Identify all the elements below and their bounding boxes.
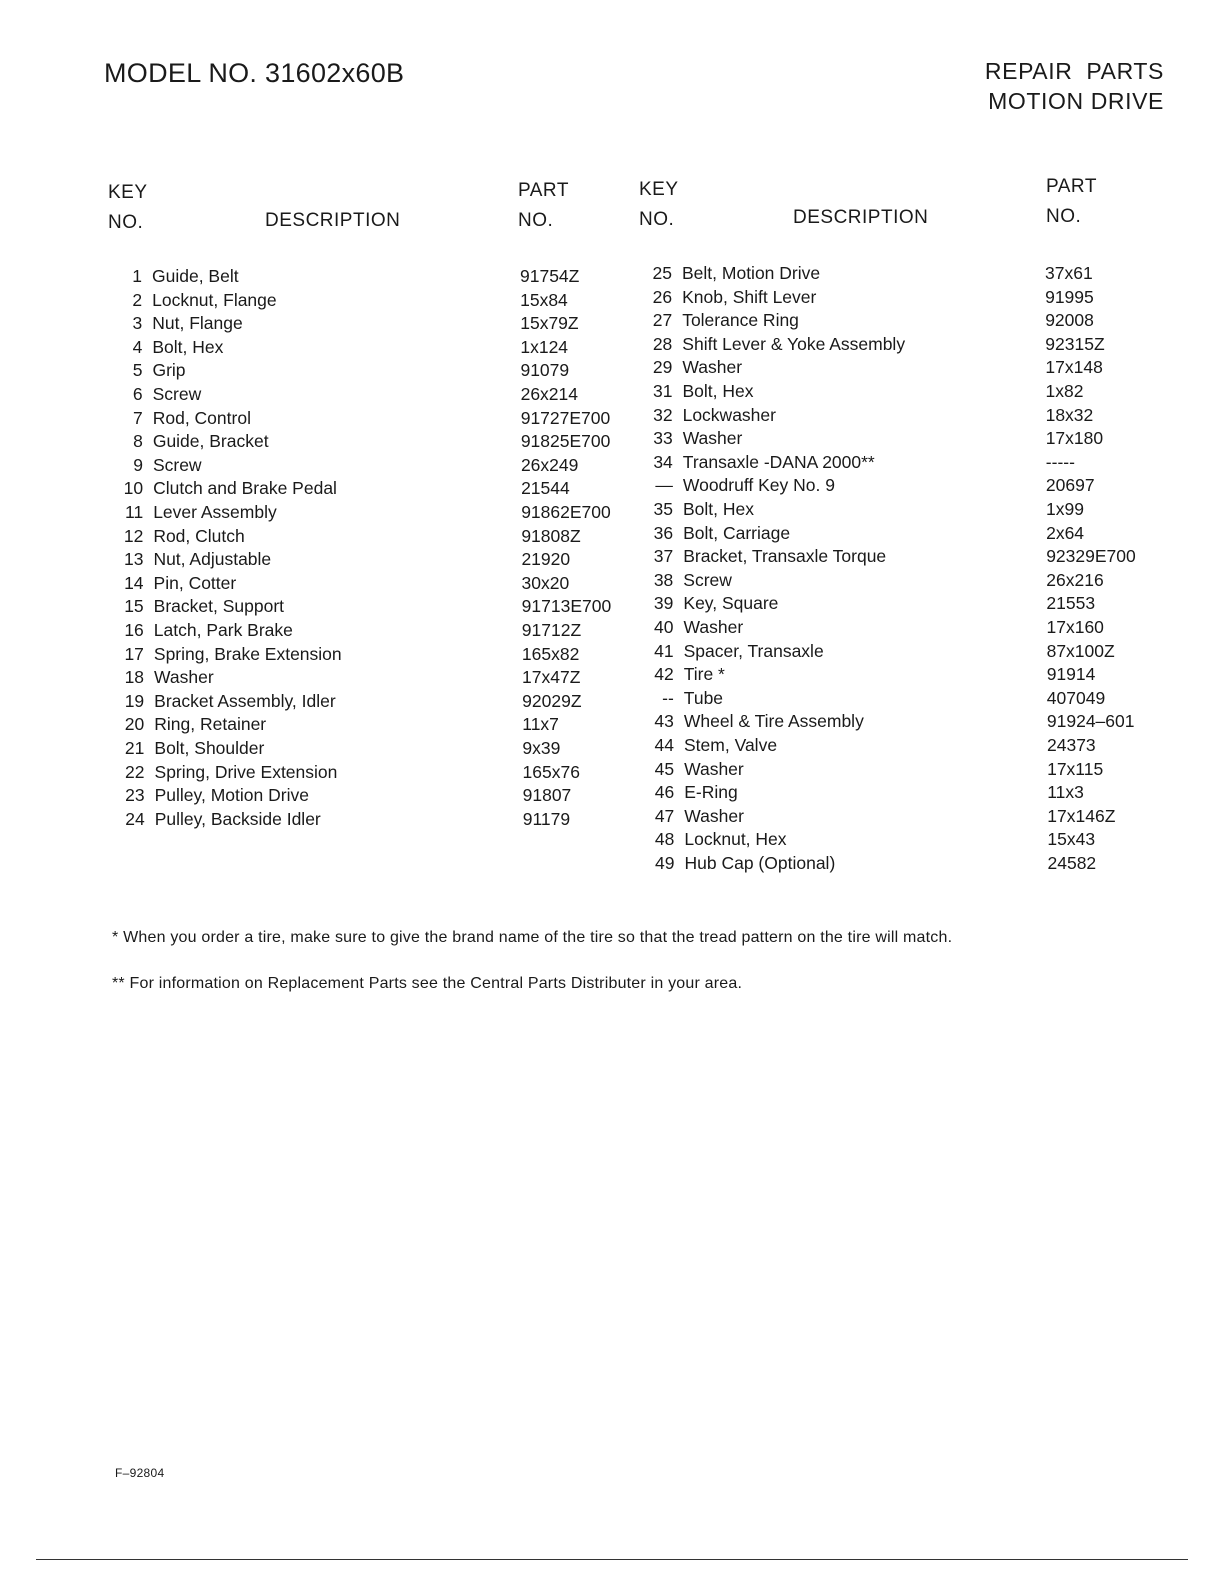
key-number: 5: [132, 360, 143, 381]
part-description: Washer: [154, 667, 214, 688]
part-description: Pulley, Motion Drive: [154, 785, 309, 806]
part-description: Lever Assembly: [153, 502, 277, 522]
part-description: Stem, Valve: [684, 735, 778, 755]
page-title: [985, 56, 1164, 116]
key-number: 12: [123, 525, 144, 546]
key-number: 1: [132, 266, 142, 286]
part-description: Key, Square: [683, 593, 779, 614]
part-description: Spring, Brake Extension: [153, 643, 342, 664]
key-number: --: [662, 687, 674, 708]
part-description: Woodruff Key No. 9: [682, 475, 835, 496]
key-number: 16: [124, 620, 144, 640]
key-number: 41: [654, 640, 674, 661]
part-description: Hub Cap (Optional): [684, 853, 836, 873]
part-description: Nut, Adjustable: [153, 549, 272, 570]
part-description: Latch, Park Brake: [153, 620, 293, 640]
part-number: 1x99: [1046, 499, 1084, 519]
key-number: 43: [654, 711, 674, 732]
model-number: MODEL NO. 31602x60B: [104, 58, 405, 88]
part-description: Screw: [683, 569, 732, 590]
key-number: 19: [124, 690, 145, 711]
part-number: 91712Z: [521, 620, 582, 640]
key-number: 38: [653, 569, 674, 590]
key-number: 15: [124, 596, 144, 617]
key-number: 17: [124, 643, 144, 664]
description-header-right: DESCRIPTION: [793, 207, 929, 228]
part-number: 91862E700: [521, 502, 611, 522]
part-description: Wheel & Tire Assembly: [683, 711, 864, 732]
key-number: 23: [125, 785, 145, 806]
part-description: Washer: [682, 357, 743, 378]
part-number: 1x124: [520, 336, 569, 357]
part-description: Locknut, Flange: [152, 289, 277, 310]
part-description: Ring, Retainer: [154, 714, 267, 735]
part-number: 17x47Z: [522, 667, 581, 688]
part-number: 92029Z: [522, 690, 582, 711]
description-header-left: DESCRIPTION: [265, 210, 401, 231]
part-number: 21553: [1046, 593, 1096, 614]
part-number: 91924–601: [1046, 711, 1135, 732]
part-description: Guide, Belt: [152, 266, 239, 286]
footnote-parts-distributer: ** For information on Replacement Parts see the Central Parts Distributer in your area.: [112, 975, 743, 992]
part-description: Shift Lever & Yoke Assembly: [682, 333, 906, 354]
part-number: 17x148: [1045, 357, 1103, 378]
part-number: 26x249: [520, 454, 579, 475]
part-number: 37x61: [1045, 263, 1093, 283]
key-number: 21: [124, 738, 145, 758]
key-number: 6: [132, 384, 143, 404]
part-description: Washer: [682, 428, 743, 449]
key-number: 31: [653, 381, 673, 401]
part-description: Clutch and Brake Pedal: [153, 478, 337, 499]
key-number: 32: [653, 404, 673, 425]
part-description: Lockwasher: [682, 404, 776, 425]
part-number: 18x32: [1045, 404, 1094, 425]
part-description: Bolt, Hex: [682, 381, 754, 401]
part-number: 20697: [1045, 475, 1095, 496]
key-number: 14: [124, 572, 144, 593]
part-description: Transaxle -DANA 2000**: [682, 451, 875, 472]
part-description: Guide, Bracket: [152, 431, 269, 452]
part-description: Nut, Flange: [152, 313, 243, 334]
part-number: 24373: [1047, 735, 1096, 755]
part-description: Bolt, Shoulder: [154, 738, 265, 758]
part-number: 165x82: [521, 643, 580, 664]
key-number: 48: [654, 829, 675, 850]
key-number: 26: [652, 286, 673, 307]
part-number: 91713E700: [521, 596, 612, 617]
page-bottom-rule: [36, 1559, 1188, 1560]
part-number: 21920: [521, 549, 571, 570]
key-number: 45: [654, 758, 675, 779]
key-number: 8: [133, 431, 143, 452]
part-description: Bracket, Support: [153, 596, 285, 617]
part-number: 21544: [521, 478, 570, 499]
key-number: 35: [653, 499, 673, 519]
key-number: 18: [124, 667, 145, 688]
key-number: 2: [132, 289, 143, 310]
key-no-header-right: [639, 175, 679, 235]
key-number: 33: [653, 428, 673, 449]
key-number: 29: [652, 357, 673, 378]
key-number: 49: [655, 853, 675, 873]
key-header-label: KEY: [108, 182, 148, 203]
part-description: Screw: [152, 384, 202, 404]
part-number: 30x20: [521, 572, 570, 593]
part-number: 91754Z: [520, 266, 580, 286]
key-number: 3: [132, 313, 143, 334]
title-line-2: MOTION DRIVE: [988, 88, 1164, 114]
part-number: 91807: [522, 785, 572, 806]
key-number: 39: [653, 593, 674, 614]
part-number: 92315Z: [1045, 333, 1105, 354]
key-number: 37: [653, 546, 674, 567]
footnote-tire: * When you order a tire, make sure to give the brand name of the tire so that the tread pattern on the tire will match.: [112, 929, 953, 946]
part-number: 92329E700: [1046, 546, 1136, 567]
part-number: 15x43: [1047, 829, 1096, 850]
part-description: Tire *: [683, 664, 725, 685]
no-header-label: NO.: [639, 209, 675, 230]
key-number: 36: [653, 522, 674, 543]
part-description: Bracket, Transaxle Torque: [683, 546, 887, 567]
no-header-label: NO.: [1046, 206, 1082, 227]
key-number: 25: [652, 263, 672, 283]
part-description: Pulley, Backside Idler: [154, 808, 321, 829]
part-no-header-right: [1046, 172, 1097, 232]
part-number: 165x76: [522, 761, 580, 782]
part-number: 407049: [1046, 687, 1106, 708]
key-number: 9: [133, 454, 143, 475]
key-number: 24: [125, 808, 145, 829]
part-number: 91914: [1046, 664, 1096, 685]
part-description: E-Ring: [684, 782, 738, 803]
part-description: Belt, Motion Drive: [682, 263, 821, 283]
part-number: 91825E700: [520, 431, 611, 452]
part-description: Rod, Clutch: [153, 525, 245, 546]
part-description: Spacer, Transaxle: [683, 640, 824, 661]
part-number: 17x115: [1047, 758, 1104, 779]
part-number: 24582: [1047, 853, 1097, 873]
part-description: Tolerance Ring: [682, 310, 799, 331]
part-description: Bracket Assembly, Idler: [154, 690, 336, 711]
part-number: 87x100Z: [1046, 640, 1115, 661]
part-number: 11x7: [522, 714, 559, 735]
key-number: 11: [125, 502, 144, 522]
part-number: 2x64: [1046, 522, 1085, 543]
key-number: 13: [123, 549, 144, 570]
no-header-label: NO.: [518, 210, 554, 231]
part-description: Washer: [683, 617, 744, 637]
part-header-label: PART: [518, 180, 569, 201]
part-description: Washer: [684, 805, 744, 826]
key-number: 28: [652, 333, 673, 354]
part-number: 26x216: [1046, 569, 1104, 590]
part-number: 1x82: [1045, 381, 1084, 401]
part-description: Spring, Drive Extension: [154, 761, 338, 782]
part-description: Rod, Control: [152, 407, 251, 428]
key-number: 7: [132, 407, 143, 428]
part-description: Bolt, Carriage: [683, 522, 791, 543]
part-number: 15x79Z: [520, 313, 579, 334]
part-number: 91808Z: [521, 525, 581, 546]
part-number: 17x146Z: [1047, 805, 1116, 826]
part-description: Bolt, Hex: [683, 499, 754, 519]
key-number: 47: [654, 805, 675, 826]
part-number: 91079: [520, 360, 570, 381]
key-number: 4: [132, 336, 143, 357]
part-description: Screw: [152, 454, 202, 475]
part-number: 15x84: [520, 289, 568, 310]
key-no-header-left: [108, 178, 148, 238]
key-number: 10: [123, 478, 144, 499]
key-header-label: KEY: [639, 179, 679, 200]
part-description: Locknut, Hex: [684, 829, 787, 850]
key-number: 42: [654, 664, 674, 685]
key-number: 20: [124, 714, 145, 735]
part-number: 26x214: [520, 384, 579, 404]
part-number: 11x3: [1047, 782, 1084, 803]
part-description: Tube: [683, 687, 724, 708]
part-number: 9x39: [522, 738, 561, 758]
part-no-header-left: [518, 176, 569, 236]
part-number: 91179: [522, 808, 571, 829]
part-number: 17x160: [1046, 617, 1104, 637]
key-number: 40: [654, 617, 674, 637]
part-number: 91995: [1045, 286, 1094, 307]
part-header-label: PART: [1046, 176, 1097, 197]
key-number: —: [655, 475, 673, 496]
key-number: 44: [654, 735, 674, 755]
part-number: 91727E700: [520, 407, 611, 428]
title-line-1: REPAIR PARTS: [984, 58, 1164, 84]
part-description: Pin, Cotter: [153, 572, 237, 593]
part-description: Knob, Shift Lever: [682, 286, 817, 307]
key-number: 46: [654, 782, 675, 803]
part-number: -----: [1045, 451, 1075, 472]
key-number: 22: [125, 761, 145, 782]
part-description: Grip: [152, 360, 186, 381]
key-number: 34: [653, 451, 673, 472]
part-number: 92008: [1045, 310, 1094, 331]
part-description: Bolt, Hex: [152, 336, 224, 357]
key-number: 27: [652, 310, 673, 331]
part-description: Washer: [684, 758, 744, 779]
part-number: 17x180: [1045, 428, 1104, 449]
no-header-label: NO.: [108, 212, 144, 233]
form-number: F–92804: [115, 1466, 165, 1480]
